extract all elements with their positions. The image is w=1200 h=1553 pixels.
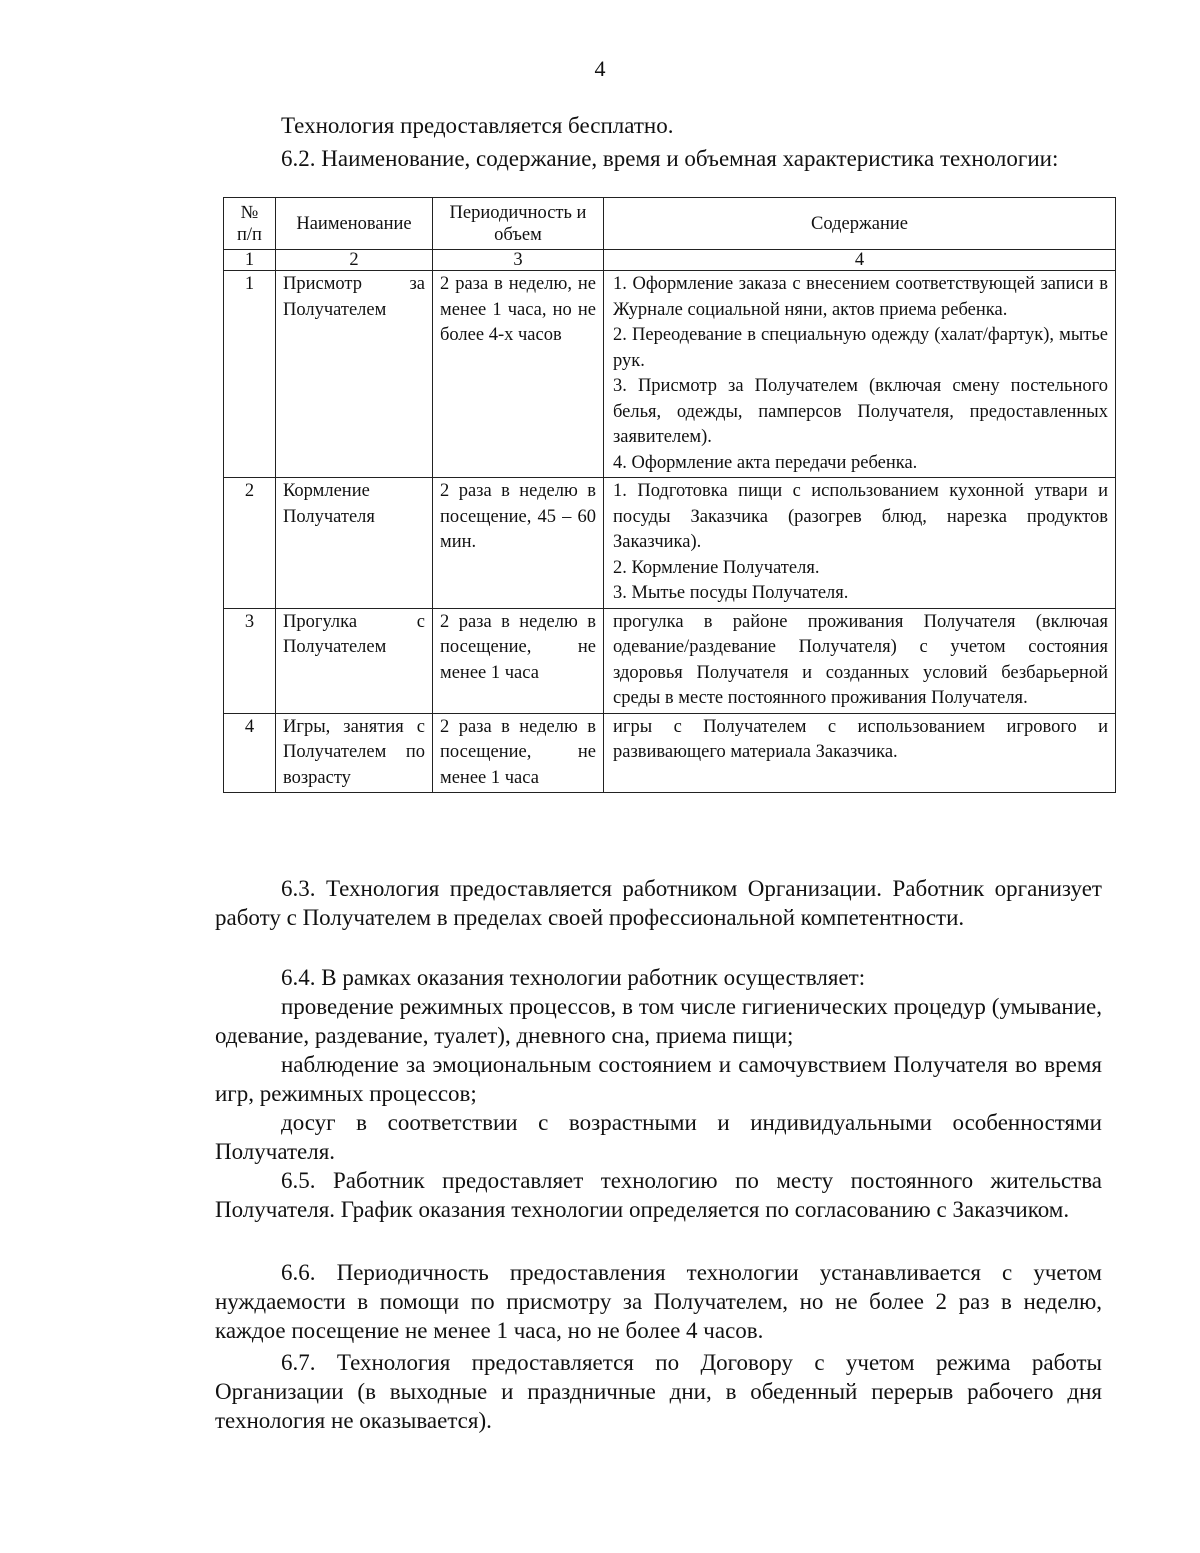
content-item: 3. Присмотр за Получателем (включая смену постельного белья, одежды, памперсов Получателя, предоставленных заявителем). [613,376,1108,447]
intro-paragraph: Технология предоставляется бесплатно. [281,113,674,138]
table-row [224,608,1116,713]
column-number: 3 [433,250,604,271]
row-name: Кормление Получателя [276,478,433,609]
column-number: 1 [224,250,276,271]
row-number: 4 [224,713,276,793]
header-content: Содержание [604,198,1116,250]
content-item: 3. Мытье посуды Получателя. [613,583,849,603]
header-num: № п/п [224,198,276,250]
paragraph-6-3: 6.3. Технология предоставляется работником Организации. Работник организует работу с Получателем в пределах своей профессиональной компетентности. [215,876,1102,930]
row-name: Прогулка с Получателем [276,608,433,713]
row-number: 2 [224,478,276,609]
row-period: 2 раза в неделю в посещение, 45 – 60 мин. [433,478,604,609]
paragraph-6-6: 6.6. Периодичность предоставления технологии устанавливается с учетом нуждаемости в помощи по присмотру за Получателем, но не более 2 раз в неделю, каждое посещение не менее 1 часа, но не более 4 часов. [215,1260,1102,1343]
section-6-2-heading: 6.2. Наименование, содержание, время и объемная характеристика технологии: [281,146,1059,171]
row-name: Присмотр за Получателем [276,271,433,478]
table-header-row [224,198,1116,250]
paragraph-6-4: 6.4. В рамках оказания технологии работник осуществляет: [281,965,866,990]
page-number: 4 [594,56,606,81]
column-number: 2 [276,250,433,271]
content-item: 2. Кормление Получателя. [613,557,820,578]
paragraph-6-4-item-b: наблюдение за эмоциональным состоянием и самочувствием Получателя во время игр, режимных процессов; [215,1052,1102,1106]
paragraph-6-7: 6.7. Технология предоставляется по Договору с учетом режима работы Организации (в выходные и праздничные дни, в обеденный перерыв рабочего дня технология не оказывается). [215,1350,1102,1433]
table-row [224,271,1116,478]
paragraph-6-4-item-a: проведение режимных процессов, в том числе гигиенических процедур (умывание, одевание, раздевание, туалет), дневного сна, приема пищи; [215,994,1102,1048]
header-name: Наименование [276,198,433,250]
row-content [604,271,1116,478]
content-item: 4. Оформление акта передачи ребенка. [613,452,918,473]
technology-table [223,197,1116,793]
column-number: 4 [604,250,1116,271]
row-period: 2 раза в неделю в посещение, не менее 1 часа [433,608,604,713]
row-number: 3 [224,608,276,713]
row-content [604,478,1116,609]
column-number-row [224,250,1116,271]
content-item: 2. Переодевание в специальную одежду (халат/фартук), мытье рук. [613,325,1108,371]
table-row [224,713,1116,793]
row-name: Игры, занятия с Получателем по возрасту [276,713,433,793]
row-period: 2 раза в неделю в посещение, не менее 1 часа [433,713,604,793]
content-item: 1. Подготовка пищи с использованием кухонной утвари и посуды Заказчика (разогрев блюд, нарезка продуктов Заказчика). [613,481,1108,552]
content-item: прогулка в районе проживания Получателя (включая одевание/раздевание Получателя) с учетом состояния здоровья Получателя и созданных условий безбарьерной среды в месте постоянного проживания Получателя. [613,611,1108,708]
header-period: Периодичность и объем [433,198,604,250]
content-item: игры с Получателем с использованием игрового и развивающего материала Заказчика. [613,716,1108,762]
row-content [604,713,1116,793]
row-number: 1 [224,271,276,478]
paragraph-6-5: 6.5. Работник предоставляет технологию по месту постоянного жительства Получателя. График оказания технологии определяется по согласованию с Заказчиком. [215,1168,1102,1222]
row-content [604,608,1116,713]
paragraph-6-4-item-c: досуг в соответствии с возрастными и индивидуальными особенностями Получателя. [215,1110,1102,1164]
content-item: 1. Оформление заказа с внесением соответствующей записи в Журнале социальной няни, актов приема ребенка. [613,274,1108,320]
table-row [224,478,1116,609]
row-period: 2 раза в неделю, не менее 1 часа, но не более 4-х часов [433,271,604,478]
